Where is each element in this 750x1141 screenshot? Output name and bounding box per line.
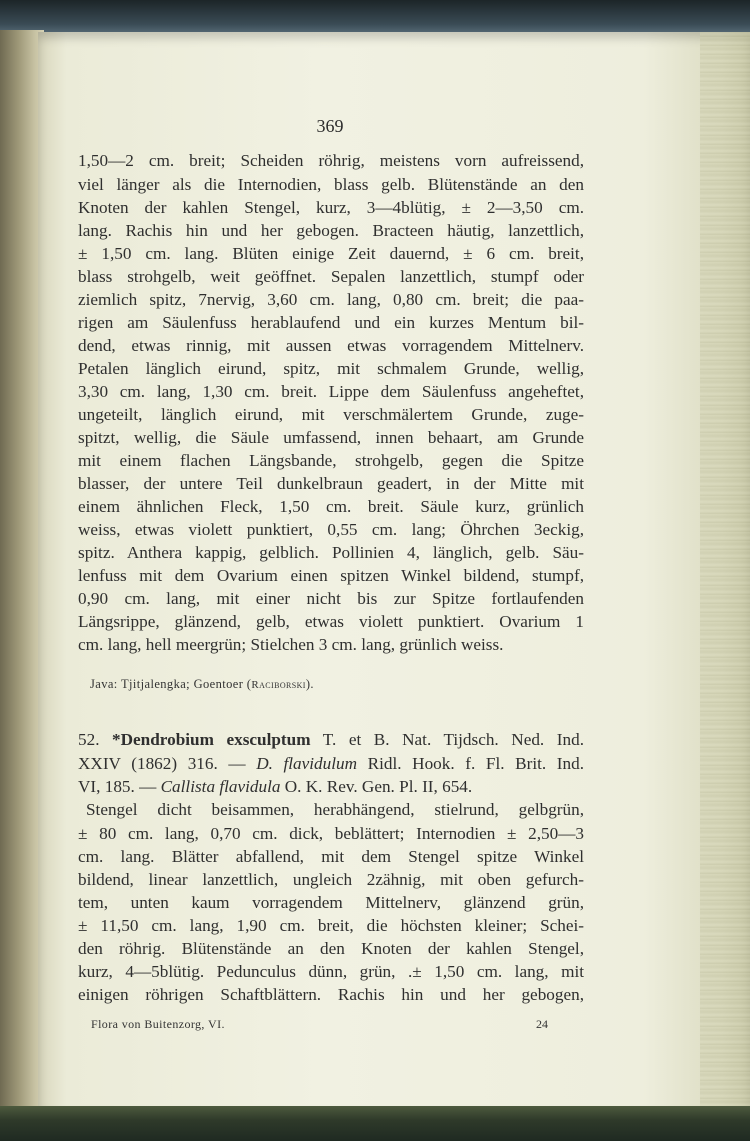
body-line: 0,90 cm. lang, mit einer nicht bis zur Spitze fortlaufenden [78,589,584,608]
page-number: 369 [316,116,344,136]
footer-title: Flora von Buitenzorg, VI. [91,1017,225,1031]
body-line: lang. Rachis hin und her gebogen. Bracteen häutig, lanzettlich, [78,221,584,240]
body-line: cm. lang, hell meergrün; Stielchen 3 cm. lang, grünlich weiss. [78,635,504,654]
synonym-name: Callista flavidula [160,777,281,796]
body-line: blasser, der untere Teil dunkelbraun geadert, in der Mitte mit [78,474,584,493]
body-line: ± 1,50 cm. lang. Blüten einige Zeit dauernd, ± 6 cm. breit, [78,244,584,263]
body-line: einem ähnlichen Fleck, 1,50 cm. breit. Säule kurz, grünlich [78,497,584,516]
body-line: viel länger als die Internodien, blass gelb. Blütenstände an den [78,175,584,194]
citation-text: T. et B. Nat. Tijdsch. Ned. Ind. [310,730,584,749]
page-edge-stack [700,32,750,1108]
citation-text: O. K. Rev. Gen. Pl. II, 654. [280,777,473,796]
body-line: kurz, 4—5blütig. Pedunculus dünn, grün, .± 1,50 cm. lang, mit [78,962,584,981]
body-line: ± 80 cm. lang, 0,70 cm. dick, beblättert; Internodien ± 2,50—3 [78,824,584,843]
body-line: Stengel dicht beisammen, herabhängend, stielrund, gelbgrün, [86,800,584,819]
body-line: rigen am Säulenfuss herablaufend und ein kurzes Mentum bil- [78,313,584,332]
body-line: 1,50—2 cm. breit; Scheiden röhrig, meistens vorn aufreissend, [78,151,584,170]
book-cover-bottom [0,1106,750,1141]
locality-end: ). [305,677,314,691]
body-line: blass strohgelb, weit geöffnet. Sepalen lanzettlich, stumpf oder [78,267,584,286]
citation-line [78,776,584,798]
body-line: spitz. Anthera kappig, gelblich. Pollinien 4, länglich, gelb. Säu- [78,543,584,562]
body-line: weiss, etwas violett punktiert, 0,55 cm. lang; Öhrchen 3eckig, [78,520,584,539]
body-line: Längsrippe, glänzend, gelb, etwas violett punktiert. Ovarium 1 [78,612,584,631]
citation-text: Ridl. Hook. f. Fl. Brit. Ind. [357,754,584,773]
body-line: 3,30 cm. lang, 1,30 cm. breit. Lippe dem Säulenfuss angeheftet, [78,382,584,401]
body-line: tem, unten kaum vorragendem Mittelnerv, glänzend grün, [78,893,584,912]
body-line: dend, etwas rinnig, mit aussen etwas vorragendem Mittelnerv. [78,336,584,355]
locality-note [90,677,314,692]
locality-text: Java: Tjitjalengka; Goentoer ( [90,677,252,691]
collector-name: Raciborski [251,679,306,691]
signature-mark: 24 [536,1017,548,1031]
body-line: cm. lang. Blätter abfallend, mit dem Stengel spitze Winkel [78,847,584,866]
body-line: Knoten der kahlen Stengel, kurz, 3—4blütig, ± 2—3,50 cm. [78,198,584,217]
citation-line [78,753,584,775]
citation-text: XXIV (1862) 316. — [78,754,257,773]
body-line: den röhrig. Blütenstände an den Knoten der kahlen Stengel, [78,939,584,958]
body-line: lenfuss mit dem Ovarium einen spitzen Winkel bildend, stumpf, [78,566,584,585]
body-line: ± 11,50 cm. lang, 1,90 cm. breit, die höchsten kleiner; Schei- [78,916,584,935]
species-name: *Dendrobium exsculptum [112,730,311,749]
citation-text: VI, 185. — [78,777,161,796]
body-line: ziemlich spitz, 7nervig, 3,60 cm. lang, 0,80 cm. breit; die paa- [78,290,584,309]
species-heading [78,729,584,751]
body-line: spitzt, wellig, die Säule umfassend, innen behaart, am Grunde [78,428,584,447]
body-line: ungeteilt, länglich eirund, mit verschmälertem Grunde, zuge- [78,405,584,424]
entry-number: 52. [78,730,113,749]
body-line: bildend, linear lanzettlich, ungleich 2zähnig, mit oben gefurch- [78,870,584,889]
body-line: mit einem flachen Längsbande, strohgelb, gegen die Spitze [78,451,584,470]
body-line: Petalen länglich eirund, spitz, mit schmalem Grunde, wellig, [78,359,584,378]
synonym-name: D. flavidulum [256,754,358,773]
body-line: einigen röhrigen Schaftblättern. Rachis hin und her gebogen, [78,985,584,1004]
